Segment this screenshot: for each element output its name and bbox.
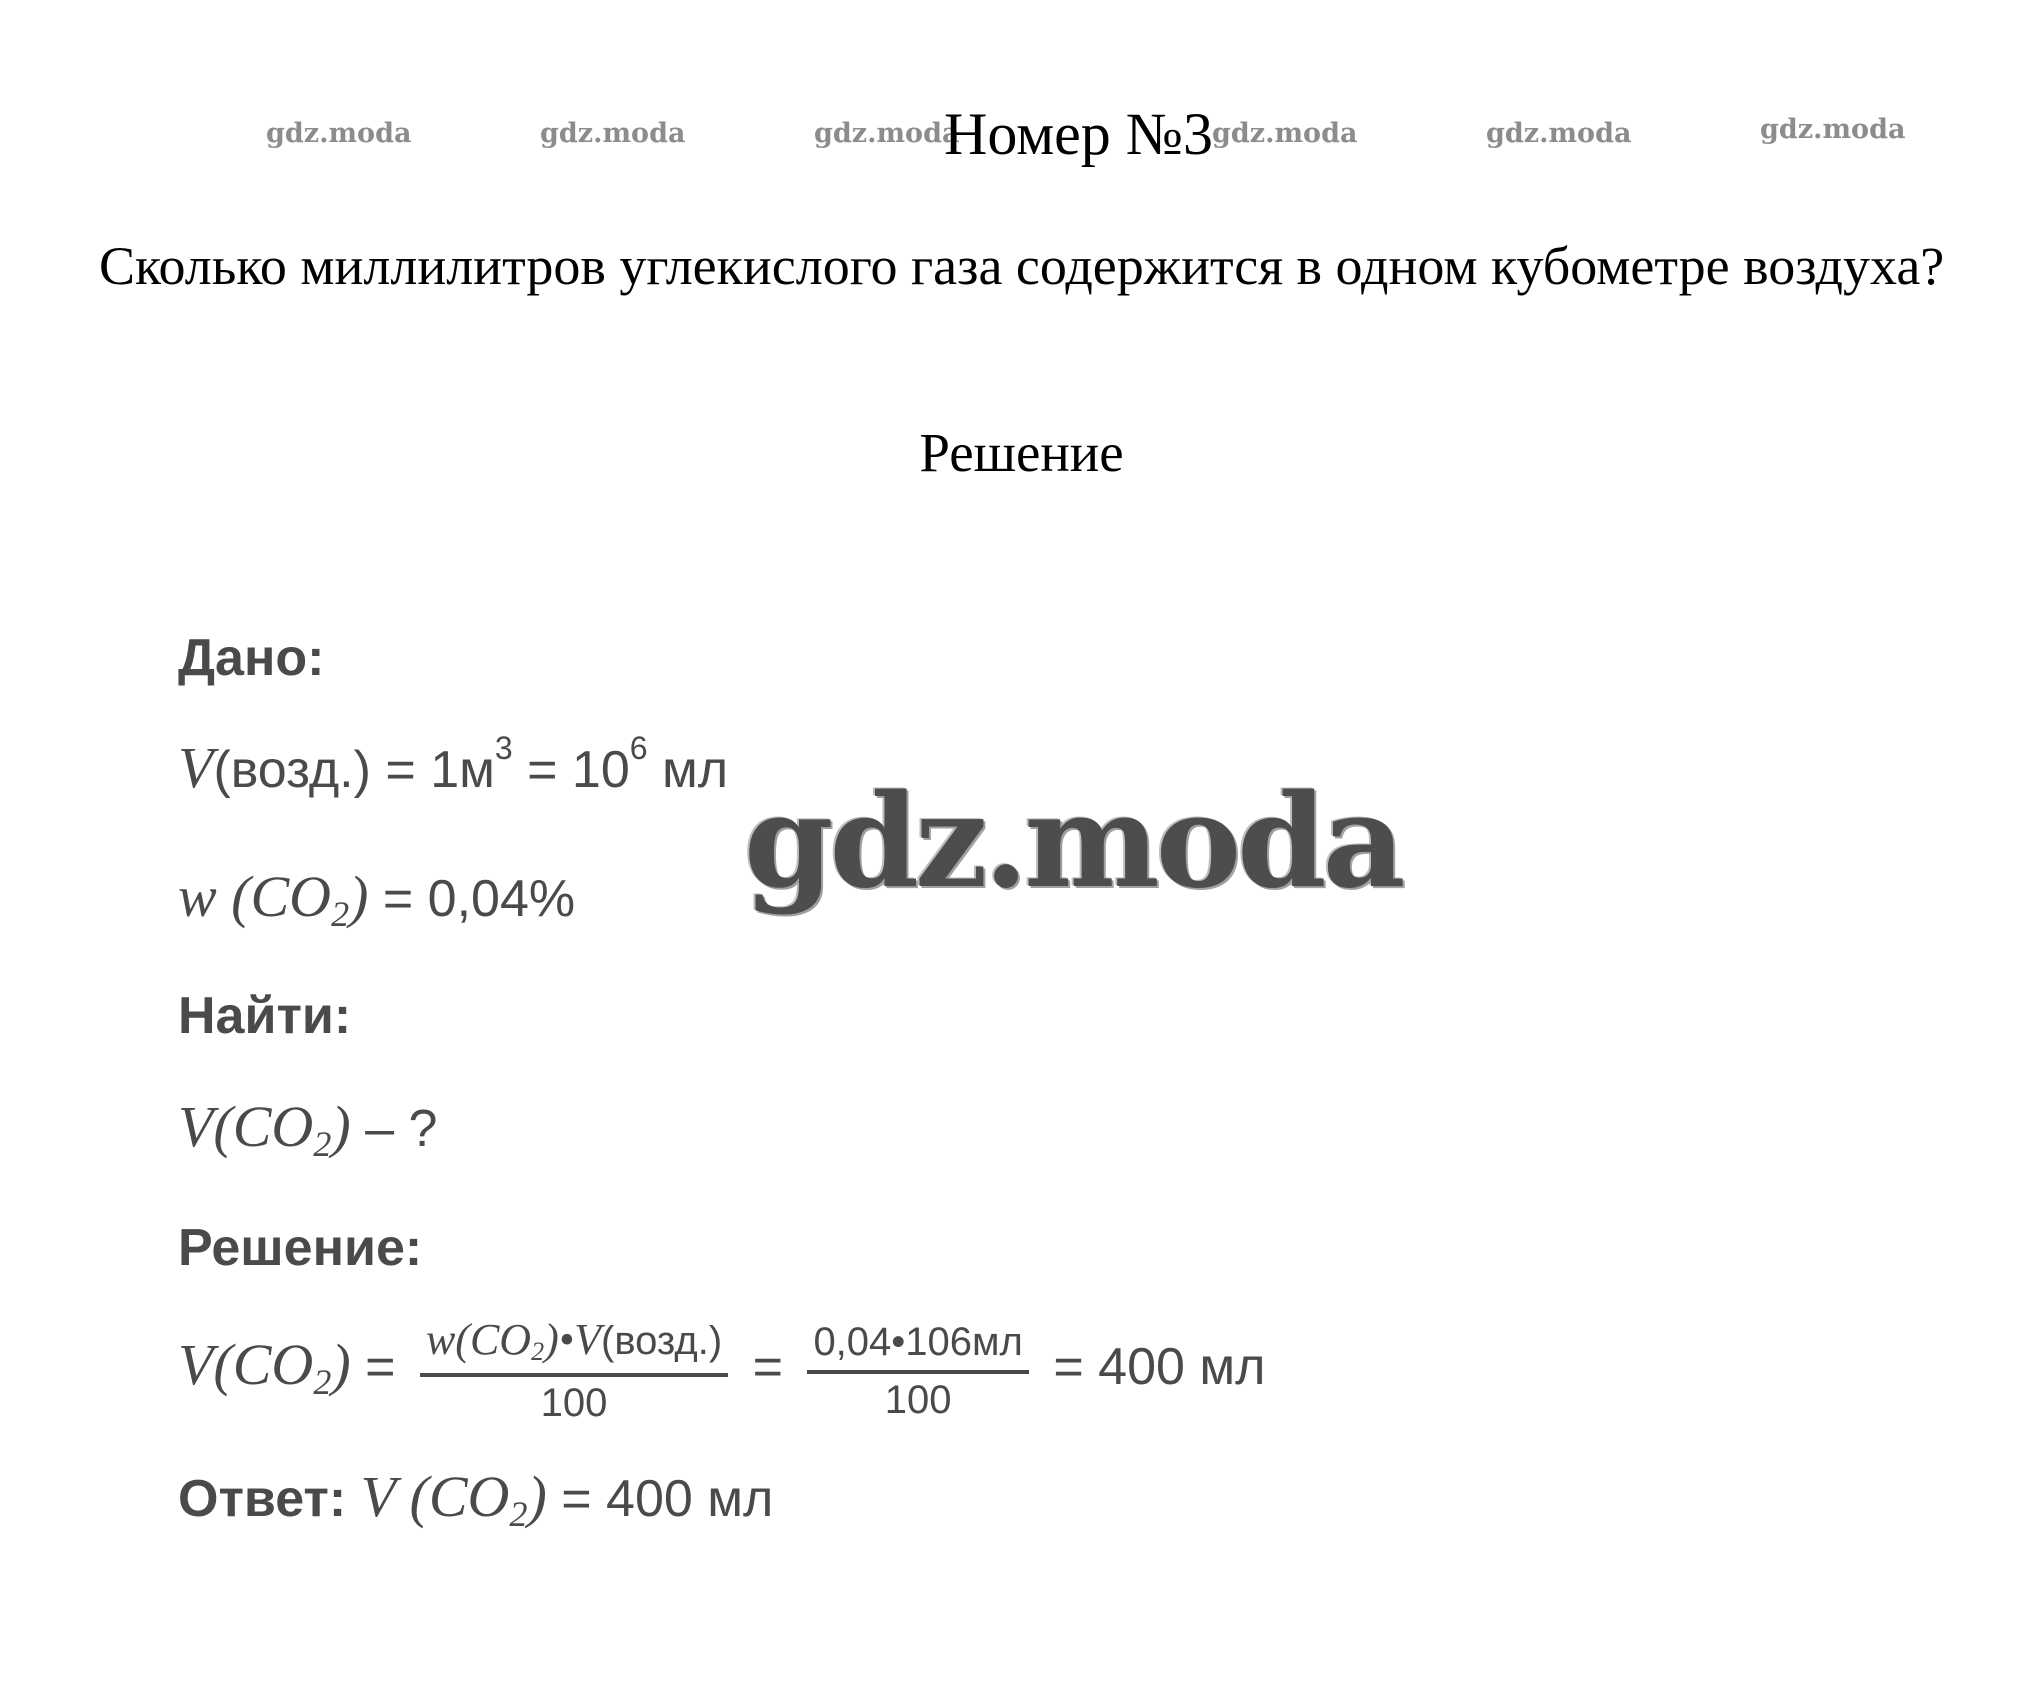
- find-variable: V(CO: [178, 1094, 314, 1159]
- answer-variable: V (CO: [360, 1464, 510, 1529]
- answer-line: [178, 1464, 774, 1534]
- page-title: Номер №3: [944, 101, 1214, 167]
- volume-eq1: = 1м: [370, 741, 495, 799]
- given-volume-line: [178, 730, 729, 800]
- solution-heading: Решение: [919, 422, 1124, 483]
- formula-eq-1: =: [365, 1338, 396, 1397]
- watermark-text: gdz.moda: [1212, 118, 1358, 149]
- formula-line: [178, 1315, 1266, 1425]
- volume-argument: (возд.): [213, 741, 371, 799]
- fraction-variable: w (CO: [178, 864, 332, 929]
- fraction-close: ): [349, 864, 369, 929]
- watermark-text: gdz.moda: [540, 118, 686, 149]
- find-label-text: Найти:: [178, 987, 352, 1045]
- fraction-2: [807, 1319, 1028, 1422]
- fraction-1-denominator: 100: [540, 1381, 608, 1425]
- volume-variable: V: [178, 735, 214, 800]
- fraction-value: = 0,04%: [368, 870, 576, 928]
- question-text: Сколько миллилитров углекислого газа содержится в одном кубометре воздуха?: [99, 236, 1945, 296]
- fraction-1: [420, 1315, 728, 1425]
- fraction-subscript: 2: [331, 894, 350, 934]
- frac1-num-a: w(CO: [425, 1315, 532, 1364]
- formula-lhs-sub: 2: [313, 1362, 332, 1403]
- answer-close: ): [527, 1464, 547, 1529]
- volume-sup2: 6: [629, 730, 648, 766]
- solution-label-text: Решение:: [178, 1219, 423, 1277]
- answer-subscript: 2: [509, 1494, 528, 1534]
- volume-eq2: = 10: [512, 741, 630, 799]
- fraction-1-numerator: [420, 1315, 728, 1377]
- volume-unit: мл: [647, 741, 729, 799]
- find-rest: – ?: [350, 1100, 438, 1158]
- find-close: ): [331, 1094, 351, 1159]
- formula-result: = 400 мл: [1053, 1338, 1266, 1397]
- solution-label: [178, 1219, 423, 1277]
- large-watermark: gdz.moda: [744, 767, 1402, 917]
- frac1-num-sub: 2: [531, 1337, 545, 1366]
- watermark-text: gdz.moda: [266, 118, 412, 149]
- watermark-text: gdz.moda: [1760, 114, 1906, 145]
- fraction-2-denominator: 100: [884, 1377, 952, 1422]
- find-line: [178, 1094, 438, 1164]
- formula-eq-2: =: [752, 1338, 783, 1397]
- formula-lhs-var: V(CO: [178, 1332, 314, 1398]
- answer-label: Ответ:: [178, 1470, 361, 1528]
- find-subscript: 2: [313, 1124, 332, 1164]
- given-label: [178, 629, 325, 687]
- frac1-num-c: (возд.): [601, 1319, 723, 1363]
- frac1-num-b: )•V: [544, 1315, 601, 1364]
- formula-lhs-close: ): [331, 1332, 351, 1398]
- given-label-text: Дано:: [178, 629, 325, 687]
- watermark-text: gdz.moda: [814, 118, 960, 149]
- answer-value: = 400 мл: [546, 1470, 774, 1528]
- watermark-text: gdz.moda: [1486, 118, 1632, 149]
- given-fraction-line: [178, 864, 576, 934]
- fraction-2-numerator: 0,04•106мл: [807, 1322, 1028, 1374]
- find-label: [178, 987, 352, 1045]
- volume-sup1: 3: [494, 730, 513, 766]
